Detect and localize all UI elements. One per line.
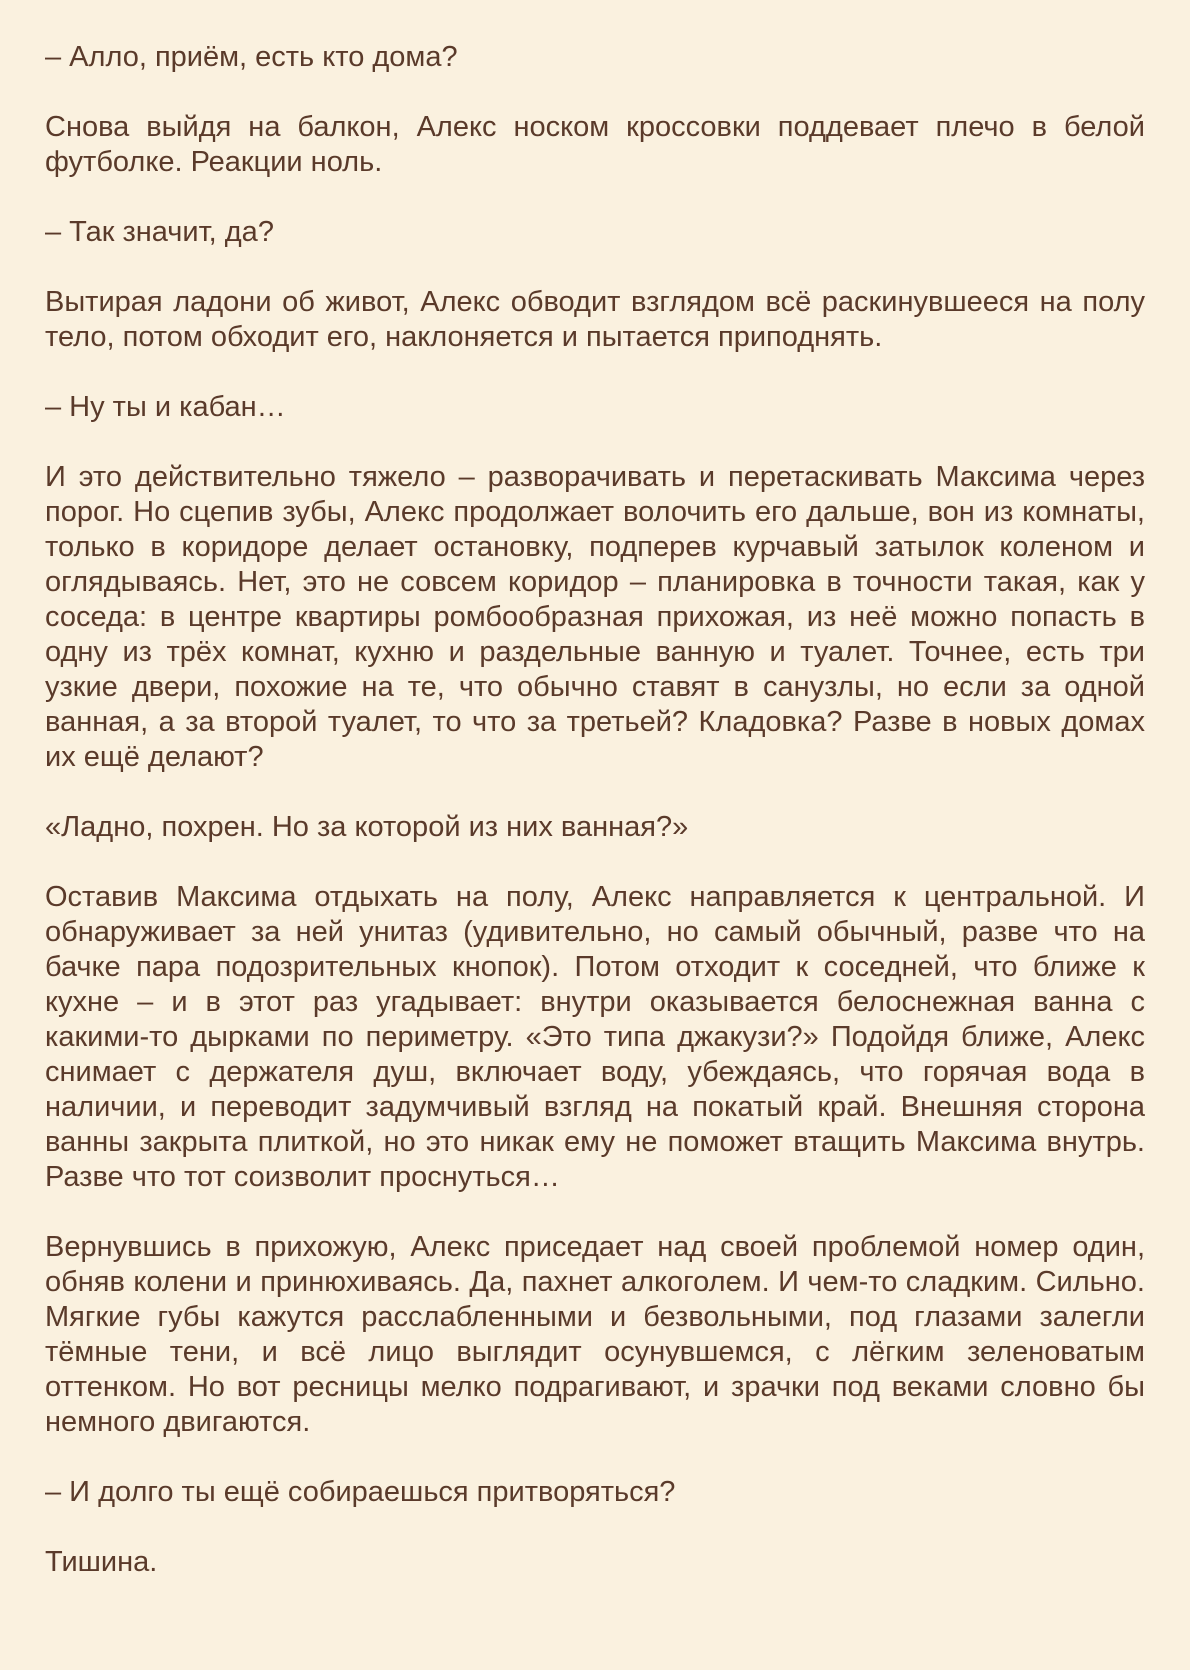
dialogue-line: – Алло, приём, есть кто дома? <box>45 41 458 73</box>
narrative-paragraph: Тишина. <box>45 1546 158 1578</box>
inner-thought-line: «Ладно, похрен. Но за которой из них ванная?» <box>45 811 689 843</box>
narrative-paragraph: Снова выйдя на балкон, Алекс носком кроссовки поддевает плечо в белой футболке. Реакции ноль. <box>45 111 1145 178</box>
narrative-paragraph: И это действительно тяжело – разворачивать и перетаскивать Максима через порог. Но сцепив зубы, Алекс продолжает волочить его дальше, вон из комнаты, только в коридоре делает остановку, подперев курчавый затылок коленом и оглядываясь. Нет, это не совсем коридор – планировка в точности такая, как у соседа: в центре квартиры ромбообразная прихожая, из неё можно попасть в одну из трёх комнат, кухню и раздельные ванную и туалет. Точнее, есть три узкие двери, похожие на те, что обычно ставят в санузлы, но если за одной ванная, а за второй туалет, то что за третьей? Кладовка? Разве в новых домах их ещё делают? <box>45 461 1145 773</box>
dialogue-line: – Ну ты и кабан… <box>45 391 286 423</box>
narrative-paragraph: Оставив Максима отдыхать на полу, Алекс направляется к центральной. И обнаруживает за ней унитаз (удивительно, но самый обычный, разве что на бачке пара подозрительных кнопок). Потом отходит к соседней, что ближе к кухне – и в этот раз угадывает: внутри оказывается белоснежная ванна с какими-то дырками по периметру. «Это типа джакузи?» Подойдя ближе, Алекс снимает с держателя душ, включает воду, убеждаясь, что горячая вода в наличии, и переводит задумчивый взгляд на покатый край. Внешняя сторона ванны закрыта плиткой, но это никак ему не поможет втащить Максима внутрь. Разве что тот соизволит проснуться… <box>45 881 1145 1193</box>
dialogue-line: – Так значит, да? <box>45 216 274 248</box>
narrative-paragraph: Вытирая ладони об живот, Алекс обводит взглядом всё раскинувшееся на полу тело, потом обходит его, наклоняется и пытается приподнять. <box>45 286 1145 353</box>
narrative-paragraph: Вернувшись в прихожую, Алекс приседает над своей проблемой номер один, обняв колени и принюхиваясь. Да, пахнет алкоголем. И чем-то сладким. Сильно. Мягкие губы кажутся расслабленными и безвольными, под глазами залегли тёмные тени, и всё лицо выглядит осунувшемся, с лёгким зеленоватым оттенком. Но вот ресницы мелко подрагивают, и зрачки под веками словно бы немного двигаются. <box>45 1231 1145 1438</box>
dialogue-line: – И долго ты ещё собираешься притворяться? <box>45 1476 676 1508</box>
